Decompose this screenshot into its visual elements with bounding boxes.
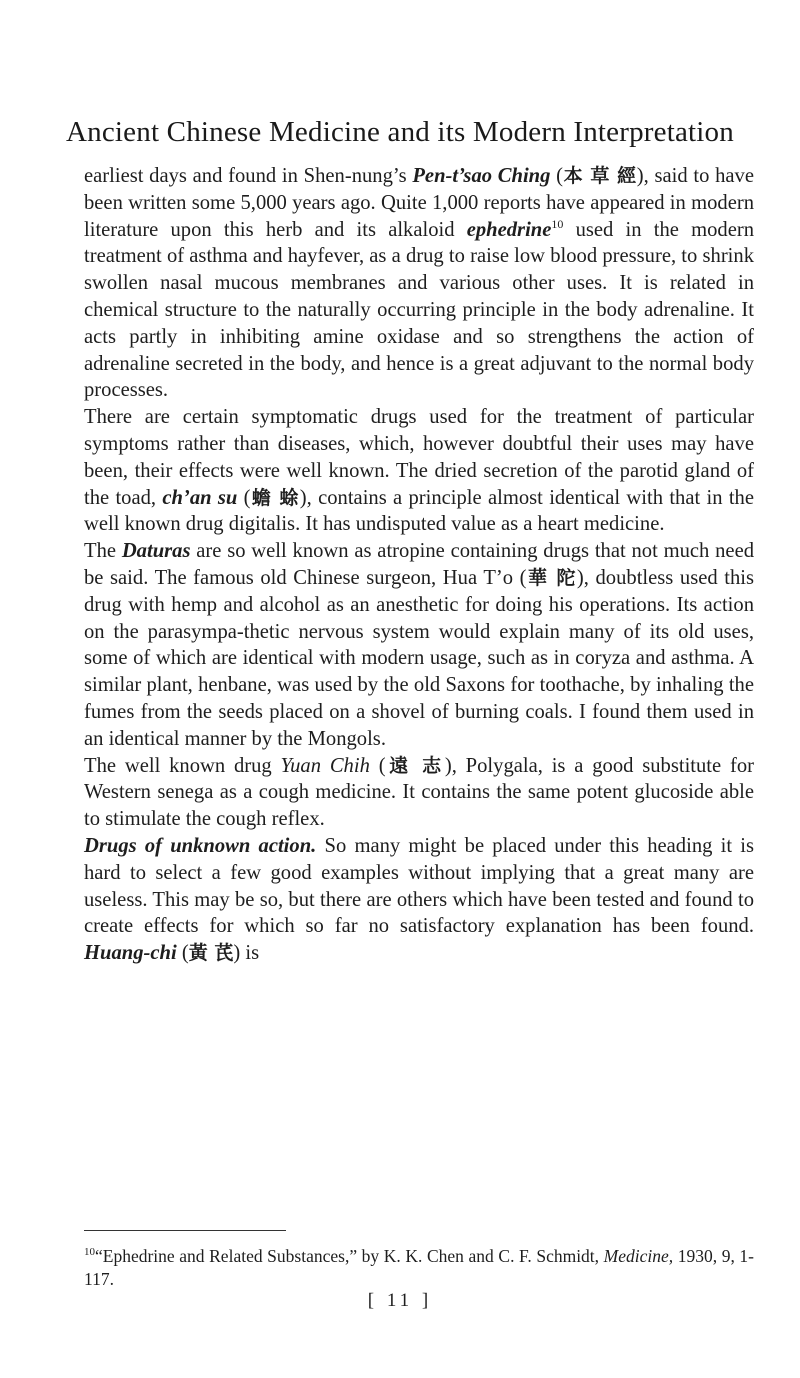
chinese-characters: 遠 志 <box>385 754 445 777</box>
text-run: ), Polygala, is a good substitute for Western senega as a cough medicine. It contains the same potent glucoside able to stimulate the cough reflex. <box>84 754 755 831</box>
chinese-characters: 本 草 經 <box>563 165 637 187</box>
chinese-characters: 蟾 蜍 <box>250 486 300 509</box>
running-title: Ancient Chinese Medicine and its Modern Interpretation <box>66 116 734 148</box>
term-chan-su: ch’an su <box>162 486 238 509</box>
section-heading-unknown-action: Drugs of unknown action. <box>84 834 317 857</box>
paragraph-yuan-chih <box>84 753 754 833</box>
footnote <box>84 1245 754 1291</box>
page-number: [ 11 ] <box>367 1290 433 1311</box>
text-run: The <box>84 540 122 563</box>
text-run: ( <box>176 942 189 965</box>
body-text <box>84 163 754 967</box>
footnote-marker: 10 <box>84 1246 95 1259</box>
chinese-characters: 華 陀 <box>526 566 577 589</box>
footnote-divider <box>84 1230 286 1231</box>
term-huang-chi: Huang-chi <box>84 942 177 965</box>
text-run: ), doubtless used this drug with hemp and alcohol as an anesthetic for doing his operations. Its action on the parasympa-thetic nervous system would explain many of its old uses, some of which are identical with modern usage, such as in coryza and asthma. A similar plant, henbane, was used by the old Saxons for toothache, by inhaling the fumes from the seeds placed on a shovel of burning coals. I found them used in an identical manner by the Mongols. <box>84 566 754 750</box>
footnote-details: 1930, 9, 1-117. <box>84 1246 755 1289</box>
chinese-characters: 黃 芪 <box>188 942 234 965</box>
term-ephedrine: ephedrine <box>466 218 552 241</box>
text-run: earliest days and found in Shen-nung’s <box>84 165 413 187</box>
paragraph-ephedrine <box>84 163 754 404</box>
text-run: ( <box>550 165 564 187</box>
paragraph-unknown-action <box>84 833 754 967</box>
text-run: So many might be placed under this heading it is hard to select a few good examples without implying that a great many are useless. This may be so, but there are others which have been tested and found to create effects for which so far no satisfactory explanation has been found. <box>84 834 754 938</box>
text-run: ( <box>369 754 386 777</box>
term-daturas: Daturas <box>121 540 191 563</box>
term-yuan-chih: Yuan Chih <box>280 754 370 777</box>
text-run: The well known drug <box>84 754 281 777</box>
text-run: used in the modern treatment of asthma and hayfever, as a drug to raise low blood pressure, to shrink swollen nasal mucous membranes and various other uses. It is related in chemical structure to the naturally occurring principle in the body adrenaline. It acts partly in inhibiting amine oxidase and so strengthens the action of adrenaline secreted in the body, and hence is a great adjuvant to the normal body processes. <box>84 218 755 402</box>
paragraph-symptomatic-drugs <box>84 404 754 538</box>
footnote-journal: Medicine, <box>603 1246 674 1266</box>
text-run: There are certain symptomatic drugs used for the treatment of particular symptoms rather than diseases, which, however doubtful their uses may have been, their effects were well known. The dried secretion of the parotid gland of the toad, <box>84 406 754 509</box>
footnote-text: “Ephedrine and Related Substances,” by K. K. Chen and C. F. Schmidt, <box>95 1246 604 1266</box>
text-run: are so well known as atropine containing drugs that not much need be said. The famous old Chinese surgeon, Hua T’o ( <box>84 540 755 589</box>
footnote-reference: 10 <box>551 216 564 231</box>
book-title-pen-tsao-ching: Pen-t’sao Ching <box>412 165 551 187</box>
paragraph-daturas <box>84 538 754 752</box>
text-run: ), said to have been written some 5,000 years ago. Quite 1,000 reports have appeared in modern literature upon this herb and its alkaloid <box>84 165 754 241</box>
text-run: ), contains a principle almost identical with that in the well known drug digitalis. It has undisputed value as a heart medicine. <box>84 486 754 536</box>
text-run: ) is <box>233 942 260 965</box>
text-run: ( <box>237 486 251 509</box>
